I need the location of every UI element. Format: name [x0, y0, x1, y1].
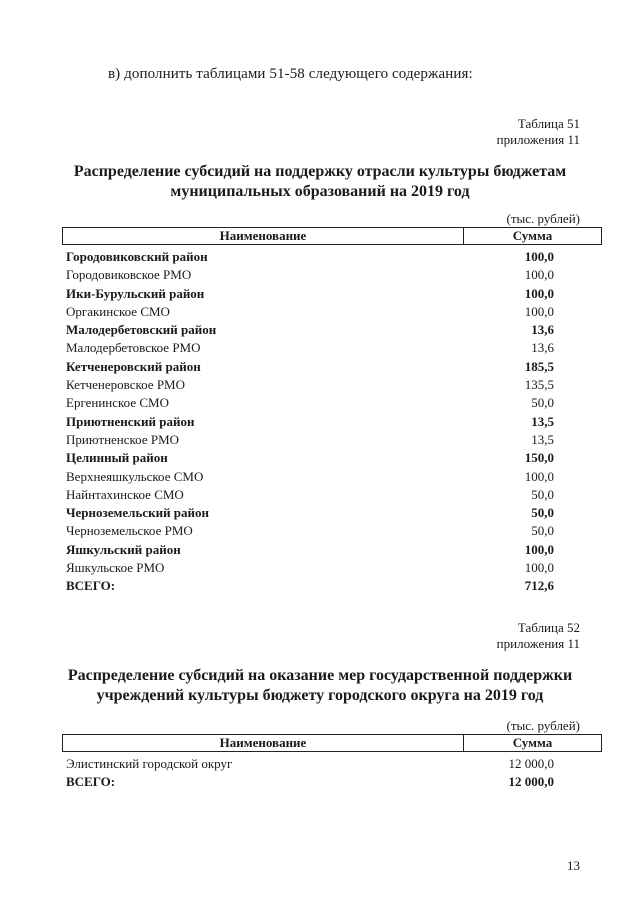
row-name: Ергенинское СМО	[66, 395, 169, 411]
row-name: Кетченеровское РМО	[66, 377, 186, 393]
table-row	[66, 339, 554, 357]
row-sum: 135,5	[524, 377, 554, 393]
row-sum: 12 000,0	[508, 756, 554, 771]
row-name: Элистинский городской округ	[66, 756, 233, 771]
table52-header	[62, 734, 602, 752]
table51-reference	[497, 116, 580, 148]
table-row	[66, 449, 554, 467]
row-sum: 100,0	[524, 541, 554, 557]
row-sum: 185,5	[524, 358, 554, 374]
table52-header-name: Наименование	[63, 735, 464, 752]
row-sum: 13,5	[531, 413, 554, 429]
row-name: Найнтахинское СМО	[66, 486, 184, 502]
table-row	[66, 559, 554, 577]
table-row	[66, 486, 554, 504]
row-name: Приютненское РМО	[66, 431, 180, 447]
row-sum: 100,0	[524, 285, 554, 301]
table52-title-line2: учреждений культуры бюджету городского округа на 2019 год	[96, 687, 544, 704]
table52-body	[66, 755, 554, 792]
table-row	[66, 376, 554, 394]
row-sum: 50,0	[531, 505, 554, 521]
row-sum: 13,6	[531, 340, 554, 356]
table-row	[66, 303, 554, 321]
row-name: Черноземельский район	[66, 505, 210, 521]
table52-ref-line1: Таблица 52	[517, 620, 580, 635]
table-row	[66, 755, 554, 773]
table-row	[66, 504, 554, 522]
table51-ref-line2: приложения 11	[496, 132, 580, 147]
row-name: Малодербетовское РМО	[66, 340, 201, 356]
table52-header-sum: Сумма	[464, 735, 602, 752]
row-name: Верхнеяшкульское СМО	[66, 468, 204, 484]
table52-reference	[497, 620, 580, 652]
table51-header-sum: Сумма	[464, 228, 602, 245]
table-row	[66, 321, 554, 339]
table51-body	[66, 248, 554, 596]
row-name: Яшкульский район	[66, 541, 181, 557]
table51-header	[62, 227, 602, 245]
table52-title-line1: Распределение субсидий на оказание мер государственной поддержки	[67, 667, 573, 684]
table51-title-line1: Распределение субсидий на поддержку отрасли культуры бюджетам	[73, 163, 567, 180]
intro-text: в) дополнить таблицами 51-58 следующего содержания:	[108, 66, 473, 82]
row-sum: 50,0	[531, 486, 554, 502]
page-number: 13	[567, 858, 580, 873]
row-name: Целинный район	[66, 450, 168, 466]
row-sum: 13,5	[531, 431, 554, 447]
row-sum: 100,0	[524, 560, 554, 576]
table-row	[66, 773, 554, 791]
table-row	[66, 431, 554, 449]
row-sum: 100,0	[524, 267, 554, 283]
table-row	[66, 541, 554, 559]
table-row	[66, 577, 554, 595]
table51-title-line2: муниципальных образований на 2019 год	[170, 183, 470, 200]
row-name: ВСЕГО:	[66, 774, 116, 790]
table51-units: (тыс. рублей)	[506, 211, 580, 226]
row-name: ВСЕГО:	[66, 578, 116, 594]
row-sum: 100,0	[524, 468, 554, 484]
row-name: Городовиковское РМО	[66, 267, 192, 283]
table-row	[66, 468, 554, 486]
table-row	[66, 394, 554, 412]
row-name: Яшкульское РМО	[66, 560, 165, 576]
table-row	[66, 413, 554, 431]
row-name: Кетченеровский район	[66, 358, 201, 374]
row-name: Ики-Бурульский район	[66, 285, 205, 301]
row-name: Малодербетовский район	[66, 322, 217, 338]
table51-ref-line1: Таблица 51	[517, 116, 580, 131]
row-sum: 100,0	[524, 303, 554, 319]
row-name: Черноземельское РМО	[66, 523, 193, 539]
row-sum: 50,0	[531, 395, 554, 411]
row-name: Городовиковский район	[66, 249, 208, 264]
row-sum: 50,0	[531, 523, 554, 539]
table-row	[66, 285, 554, 303]
row-name: Оргакинское СМО	[66, 303, 170, 319]
row-sum: 100,0	[524, 249, 554, 264]
row-sum: 712,6	[524, 578, 554, 594]
table52-ref-line2: приложения 11	[496, 636, 580, 651]
row-name: Приютненский район	[66, 413, 195, 429]
table-row	[66, 248, 554, 266]
table-row	[66, 266, 554, 284]
table52-title	[40, 666, 600, 706]
table-row	[66, 358, 554, 376]
table52-units: (тыс. рублей)	[506, 718, 580, 733]
row-sum: 12 000,0	[508, 774, 554, 790]
table-row	[66, 522, 554, 540]
row-sum: 150,0	[524, 450, 554, 466]
table51-header-name: Наименование	[63, 228, 464, 245]
row-sum: 13,6	[531, 322, 554, 338]
table51-title	[40, 162, 600, 202]
